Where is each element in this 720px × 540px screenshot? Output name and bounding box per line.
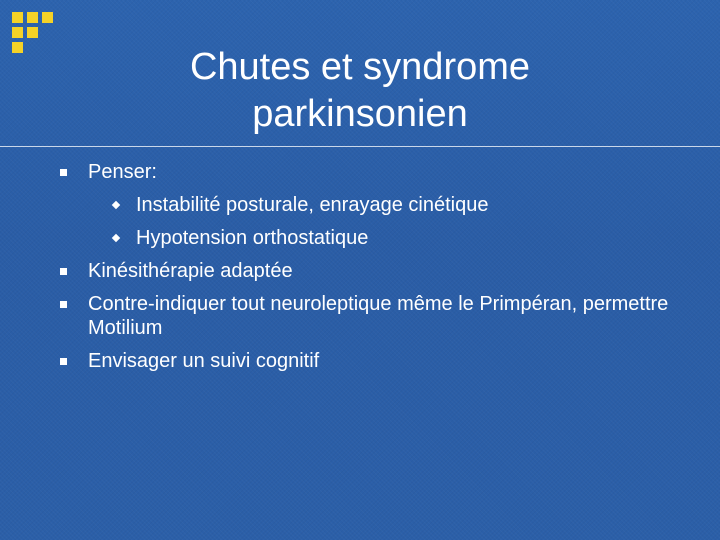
logo-square xyxy=(12,42,23,53)
bullet-text: Envisager un suivi cognitif xyxy=(88,350,320,372)
diamond-bullet-icon xyxy=(112,201,120,209)
logo-square xyxy=(42,12,53,23)
bullet-item-suivi-cognitif xyxy=(60,349,680,373)
bullet-text: Kinésithérapie adaptée xyxy=(88,260,293,282)
title-separator xyxy=(0,146,720,147)
sub-bullet-item-instabilite xyxy=(104,193,680,217)
sub-bullet-item-hypotension xyxy=(104,226,680,250)
square-bullet-icon xyxy=(60,358,67,365)
bullet-item-kinesitherapie xyxy=(60,259,680,283)
sub-bullet-text: Hypotension orthostatique xyxy=(136,227,369,249)
sub-bullet-list xyxy=(88,193,680,250)
title-line-2: parkinsonien xyxy=(252,93,468,135)
logo-square xyxy=(27,12,38,23)
square-bullet-icon xyxy=(60,169,67,176)
yellow-squares-logo-icon xyxy=(0,0,70,70)
logo-square xyxy=(27,27,38,38)
bullet-list xyxy=(60,160,680,373)
bullet-text: Contre-indiquer tout neuroleptique même le Primpéran, permettre Motilium xyxy=(88,293,669,339)
logo-square xyxy=(12,27,23,38)
square-bullet-icon xyxy=(60,268,67,275)
slide-title xyxy=(100,44,620,138)
bullet-text: Penser: xyxy=(88,161,157,183)
logo-square xyxy=(12,12,23,23)
bullet-item-contre-indiquer xyxy=(60,292,680,340)
title-line-1: Chutes et syndrome xyxy=(189,46,531,88)
square-bullet-icon xyxy=(60,301,67,308)
sub-bullet-text: Instabilité posturale, enrayage cinétique xyxy=(136,194,489,216)
diamond-bullet-icon xyxy=(112,234,120,242)
bullet-item-penser xyxy=(60,160,680,250)
